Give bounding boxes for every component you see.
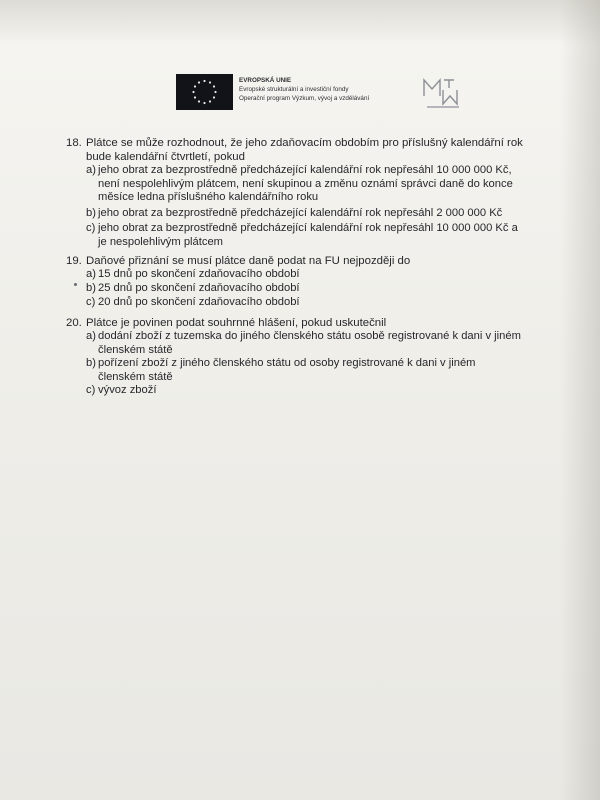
eu-title: EVROPSKÁ UNIE — [239, 77, 292, 84]
option-text-line: měsíce ledna příslušného kalendářního roku — [98, 191, 319, 203]
question-number: 19. — [66, 255, 82, 267]
option-letter: b) — [86, 357, 96, 369]
option-text-line: členském státě — [98, 370, 173, 383]
option-letter: b) — [86, 282, 96, 294]
option-text-line: pořízení zboží z jiného členského státu od osoby registrované k dani v jiném — [98, 357, 476, 369]
option-letter: c) — [86, 296, 96, 308]
option-18-a — [86, 164, 513, 205]
option-20-c — [86, 384, 156, 398]
option-18-b — [86, 207, 502, 221]
option-text-line: jeho obrat za bezprostředně předcházející kalendářní rok nepřesáhl 2 000 000 Kč — [98, 207, 503, 219]
question-text-line: bude kalendářní čtvrtletí, pokud — [86, 151, 245, 163]
eu-funding-text — [239, 76, 369, 103]
option-letter: a) — [86, 164, 96, 176]
page-header — [176, 74, 476, 112]
option-text-line: vývoz zboží — [98, 384, 157, 396]
question-18 — [66, 136, 523, 150]
ink-dot — [74, 283, 77, 286]
question-text-line: Daňové přiznání se musí plátce daně podat na FU nejpozději do — [86, 255, 411, 267]
option-text-line: jeho obrat za bezprostředně předcházející kalendářní rok nepřesáhl 10 000 000 Kč, — [98, 164, 512, 176]
eu-flag-icon — [176, 74, 233, 110]
paper-shadow-top — [0, 0, 600, 45]
option-20-a — [86, 330, 521, 357]
option-19-c — [86, 296, 300, 310]
question-number: 18. — [66, 137, 82, 149]
option-text-line: jeho obrat za bezprostředně předcházející kalendářní rok nepřesáhl 10 000 000 Kč a — [98, 222, 518, 234]
question-text-line: Plátce je povinen podat souhrnné hlášení, pokud uskutečnil — [86, 317, 387, 329]
option-letter: b) — [86, 207, 96, 219]
option-letter: c) — [86, 222, 96, 234]
question-20 — [66, 316, 386, 330]
eu-program-line: Operační program Výzkum, vývoj a vzdělávání — [239, 95, 370, 102]
option-text-line: dodání zboží z tuzemska do jiného členského státu osobě registrované k dani v jiném — [98, 330, 521, 342]
option-20-b — [86, 357, 475, 384]
option-letter: a) — [86, 268, 96, 280]
question-text-line: Plátce se může rozhodnout, že jeho zdaňovacím obdobím pro příslušný kalendářní rok — [86, 137, 523, 149]
option-letter: c) — [86, 384, 96, 396]
paper-shadow-right — [560, 0, 600, 800]
option-text-line: 20 dnů po skončení zdaňovacího období — [98, 296, 300, 308]
option-18-c — [86, 222, 518, 249]
option-letter: a) — [86, 330, 96, 342]
msmt-logo-icon — [421, 76, 465, 115]
option-text-line: členském státě — [98, 343, 173, 356]
question-19 — [66, 254, 410, 268]
option-19-b — [86, 282, 300, 296]
option-text-line: není nespolehlivým plátcem, není skupinou a změnu oznámí správci daně do konce — [98, 177, 513, 190]
question-18-continuation — [66, 150, 245, 164]
option-text-line: 15 dnů po skončení zdaňovacího období — [98, 268, 300, 280]
question-number: 20. — [66, 317, 82, 329]
option-text-line: je nespolehlivým plátcem — [98, 235, 223, 248]
option-text-line: 25 dnů po skončení zdaňovacího období — [98, 282, 300, 294]
eu-funds-line: Evropské strukturální a investiční fondy — [239, 86, 349, 93]
option-19-a — [86, 268, 300, 282]
